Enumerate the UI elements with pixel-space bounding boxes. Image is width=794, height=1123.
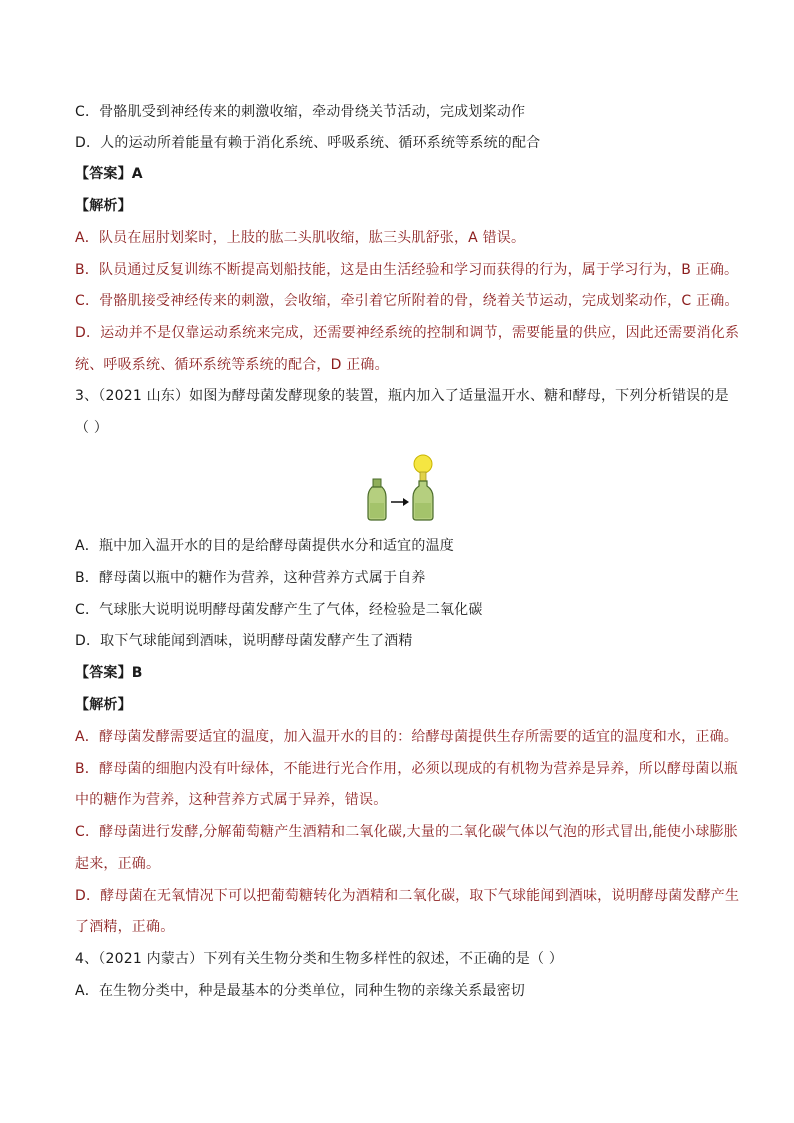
q2-analysis-label: 【解析】 (75, 198, 132, 214)
q3-option-c: C．气球胀大说明说明酵母菌发酵产生了气体，经检验是二氧化碳 (75, 602, 483, 618)
q3-analysis-line: 起来，正确。 (75, 856, 161, 872)
q2-analysis-line: 统、呼吸系统、循环系统等系统的配合，D 正确。 (75, 357, 389, 373)
q3-analysis-line: D．酵母菌在无氧情况下可以把葡萄糖转化为酒精和二氧化碳，取下气球能闻到酒味，说明酵母菌发酵产生 (75, 888, 740, 904)
q4-stem: 4、（2021 内蒙古）下列有关生物分类和生物多样性的叙述，不正确的是（ ） (75, 951, 564, 967)
q2-analysis-line: A．队员在屈肘划桨时，上肢的肱二头肌收缩，肱三头肌舒张，A 错误。 (75, 230, 526, 246)
q2-option-d: D．人的运动所着能量有赖于消化系统、呼吸系统、循环系统等系统的配合 (75, 135, 541, 151)
q3-option-b: B．酵母菌以瓶中的糖作为营养，这种营养方式属于自养 (75, 570, 426, 586)
q3-option-a: A．瓶中加入温开水的目的是给酵母菌提供水分和适宜的温度 (75, 538, 454, 554)
q2-analysis-line: C．骨骼肌接受神经传来的刺激，会收缩，牵引着它所附着的骨，绕着关节运动，完成划桨动作，C 正确。 (75, 293, 739, 309)
q3-analysis-label: 【解析】 (75, 697, 132, 713)
q3-option-d: D．取下气球能闻到酒味，说明酵母菌发酵产生了酒精 (75, 633, 413, 649)
q3-stem-blank: （ ） (75, 420, 109, 436)
q4-option-a: A．在生物分类中，种是最基本的分类单位，同种生物的亲缘关系最密切 (75, 983, 525, 999)
q2-analysis-line: B．队员通过反复训练不断提高划船技能，这是由生活经验和学习而获得的行为，属于学习行为，B 正确。 (75, 262, 739, 278)
q2-analysis-line: D．运动并不是仅靠运动系统来完成，还需要神经系统的控制和调节，需要能量的供应，因此还需要消化系 (75, 325, 740, 341)
q3-stem: 3、（2021 山东）如图为酵母菌发酵现象的装置，瓶内加入了适量温开水、糖和酵母，下列分析错误的是 (75, 388, 729, 404)
q2-answer: 【答案】A (75, 166, 143, 182)
q3-analysis-line: A．酵母菌发酵需要适宜的温度，加入温开水的目的：给酵母菌提供生存所需要的适宜的温度和水，正确。 (75, 729, 738, 745)
q3-answer: 【答案】B (75, 665, 143, 681)
yeast-fermentation-bottles-icon (365, 453, 437, 523)
q2-option-c: C．骨骼肌受到神经传来的刺激收缩，牵动骨绕关节活动，完成划桨动作 (75, 104, 526, 120)
q3-analysis-line: 了酒精，正确。 (75, 919, 175, 935)
q3-analysis-line: C．酵母菌进行发酵,分解葡萄糖产生酒精和二氧化碳,大量的二氧化碳气体以气泡的形式冒出,能使小球膨胀 (75, 824, 738, 840)
q3-analysis-line: B．酵母菌的细胞内没有叶绿体，不能进行光合作用，必须以现成的有机物为营养是异养，所以酵母菌以瓶 (75, 761, 739, 777)
q3-analysis-line: 中的糖作为营养，这种营养方式属于异养，错误。 (75, 792, 388, 808)
